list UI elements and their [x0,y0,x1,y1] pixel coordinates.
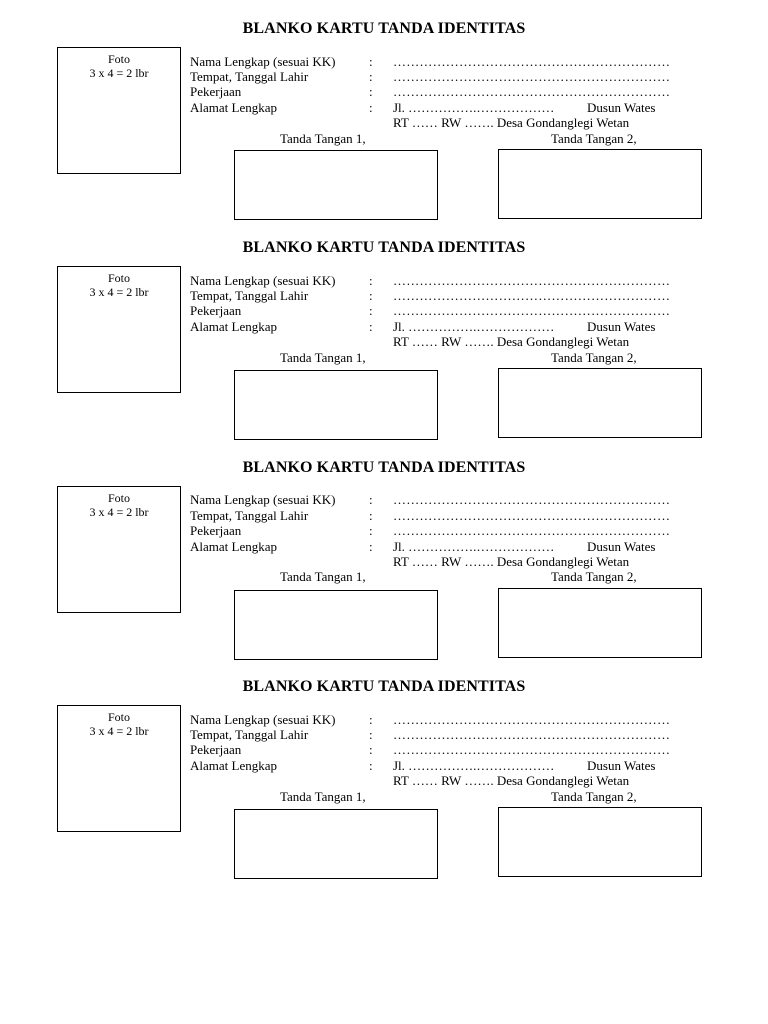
address-rt-rw: RT …… RW ……. Desa Gondanglegi Wetan [393,334,630,349]
birth-field: ……………………………………………………… [393,69,671,84]
address-colon: : [369,319,373,334]
photo-box [57,266,181,393]
address-colon: : [369,539,373,554]
job-label: Pekerjaan [190,84,242,99]
name-field: ……………………………………………………… [393,712,671,727]
name-field: ……………………………………………………… [393,273,671,288]
name-colon: : [369,273,373,288]
job-field: ……………………………………………………… [393,523,671,538]
photo-label: Foto [107,52,130,66]
name-colon: : [369,492,373,507]
job-label: Pekerjaan [190,742,242,757]
birth-colon: : [369,727,373,742]
signature-1-label: Tanda Tangan 1, [280,131,366,146]
photo-box [57,705,181,832]
birth-colon: : [369,508,373,523]
name-label: Nama Lengkap (sesuai KK) [190,54,336,69]
name-label: Nama Lengkap (sesuai KK) [190,712,336,727]
signature-1-box [234,590,438,660]
job-field: ……………………………………………………… [393,742,671,757]
address-label: Alamat Lengkap [190,758,277,773]
address-hamlet: Dusun Wates [587,319,656,334]
birth-label: Tempat, Tanggal Lahir [190,727,309,742]
signature-1-label: Tanda Tangan 1, [280,569,366,584]
name-colon: : [369,712,373,727]
address-label: Alamat Lengkap [190,100,277,115]
name-field: ……………………………………………………… [393,54,671,69]
id-card-form-3 [0,458,768,678]
signature-2-label: Tanda Tangan 2, [551,569,637,584]
address-street: Jl. …………….……………… [393,758,555,773]
photo-size-label: 3 x 4 = 2 lbr [89,505,149,519]
address-colon: : [369,100,373,115]
form-title: BLANKO KARTU TANDA IDENTITAS [242,678,526,695]
photo-label: Foto [107,271,130,285]
job-field: ……………………………………………………… [393,303,671,318]
address-street: Jl. …………….……………… [393,539,555,554]
birth-label: Tempat, Tanggal Lahir [190,69,309,84]
signature-2-label: Tanda Tangan 2, [551,131,637,146]
name-field: ……………………………………………………… [393,492,671,507]
form-title: BLANKO KARTU TANDA IDENTITAS [242,239,526,256]
job-label: Pekerjaan [190,303,242,318]
address-hamlet: Dusun Wates [587,539,656,554]
address-rt-rw: RT …… RW ……. Desa Gondanglegi Wetan [393,115,630,130]
id-card-form-1 [0,19,768,239]
address-rt-rw: RT …… RW ……. Desa Gondanglegi Wetan [393,554,630,569]
photo-label: Foto [107,710,130,724]
address-colon: : [369,758,373,773]
name-label: Nama Lengkap (sesuai KK) [190,492,336,507]
photo-size-label: 3 x 4 = 2 lbr [89,724,149,738]
address-rt-rw: RT …… RW ……. Desa Gondanglegi Wetan [393,773,630,788]
job-colon: : [369,523,373,538]
form-title: BLANKO KARTU TANDA IDENTITAS [242,20,526,37]
birth-colon: : [369,69,373,84]
address-hamlet: Dusun Wates [587,100,656,115]
photo-size-label: 3 x 4 = 2 lbr [89,66,149,80]
photo-label: Foto [107,491,130,505]
address-label: Alamat Lengkap [190,319,277,334]
signature-1-box [234,809,438,879]
signature-2-box [498,149,702,219]
id-card-form-4 [0,677,768,897]
signature-2-label: Tanda Tangan 2, [551,350,637,365]
job-colon: : [369,742,373,757]
form-title: BLANKO KARTU TANDA IDENTITAS [242,459,526,476]
signature-2-box [498,588,702,658]
birth-label: Tempat, Tanggal Lahir [190,508,309,523]
job-colon: : [369,303,373,318]
address-label: Alamat Lengkap [190,539,277,554]
signature-2-box [498,807,702,877]
birth-field: ……………………………………………………… [393,288,671,303]
birth-colon: : [369,288,373,303]
signature-2-box [498,368,702,438]
address-hamlet: Dusun Wates [587,758,656,773]
photo-box [57,47,181,174]
signature-1-label: Tanda Tangan 1, [280,350,366,365]
address-street: Jl. …………….……………… [393,100,555,115]
job-field: ……………………………………………………… [393,84,671,99]
job-label: Pekerjaan [190,523,242,538]
birth-field: ……………………………………………………… [393,727,671,742]
birth-field: ……………………………………………………… [393,508,671,523]
job-colon: : [369,84,373,99]
signature-1-box [234,150,438,220]
birth-label: Tempat, Tanggal Lahir [190,288,309,303]
name-label: Nama Lengkap (sesuai KK) [190,273,336,288]
photo-box [57,486,181,613]
signature-1-label: Tanda Tangan 1, [280,789,366,804]
photo-size-label: 3 x 4 = 2 lbr [89,285,149,299]
name-colon: : [369,54,373,69]
id-card-form-2 [0,238,768,458]
address-street: Jl. …………….……………… [393,319,555,334]
signature-1-box [234,370,438,440]
signature-2-label: Tanda Tangan 2, [551,789,637,804]
